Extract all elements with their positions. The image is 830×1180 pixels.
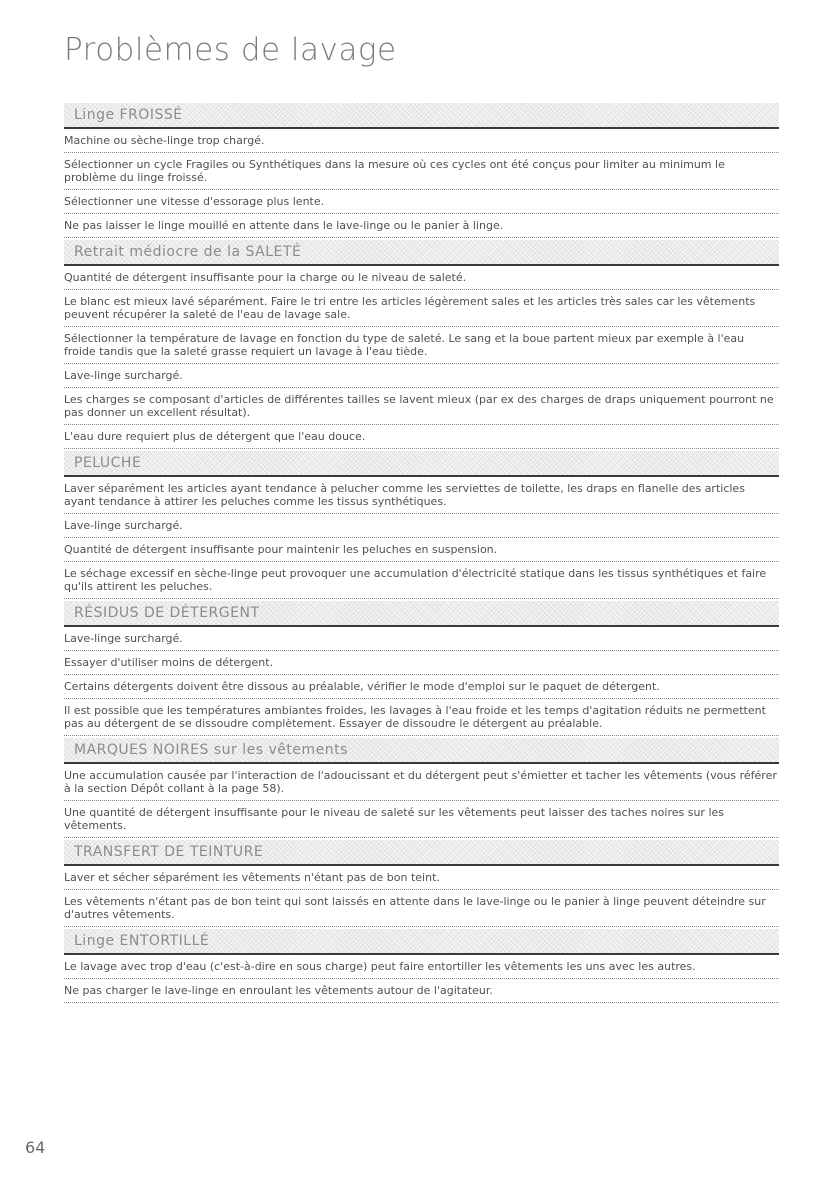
section-retrait-salete bbox=[64, 240, 779, 449]
list-item: Laver et sécher séparément les vêtements n'étant pas de bon teint. bbox=[64, 868, 779, 890]
list-item: Sélectionner la température de lavage en fonction du type de saleté. Le sang et la boue partent mieux par exemple à l'eau froide tandis que la saleté grasse requiert un lavage à l'eau tiède. bbox=[64, 329, 779, 364]
section-title: MARQUES NOIRES sur les vêtements bbox=[74, 742, 348, 758]
list-item: Il est possible que les températures ambiantes froides, les lavages à l'eau froide et les temps d'agitation réduits ne permettent pas au détergent de se dissoudre complètement. Essayer de dissoudre le détergent au préalable. bbox=[64, 701, 779, 736]
page-title: Problèmes de lavage bbox=[64, 32, 397, 68]
section-title: PELUCHE bbox=[74, 455, 142, 471]
section-header bbox=[64, 929, 779, 955]
section-transfert-teinture bbox=[64, 840, 779, 927]
section-peluche bbox=[64, 451, 779, 599]
list-item: Laver séparément les articles ayant tendance à pelucher comme les serviettes de toilette, les draps en flanelle des articles ayant tendance à attirer les peluches comme les tissus synthétiques. bbox=[64, 479, 779, 514]
section-title: Retrait médiocre de la SALETÉ bbox=[74, 244, 302, 260]
list-item: Sélectionner un cycle Fragiles ou Synthétiques dans la mesure où ces cycles ont été conçus pour limiter au minimum le problème du linge froissé. bbox=[64, 155, 779, 190]
list-item: Sélectionner une vitesse d'essorage plus lente. bbox=[64, 192, 779, 214]
list-item: Une accumulation causée par l'interaction de l'adoucissant et du détergent peut s'émietter et tacher les vêtements (vous référer à la section Dépôt collant à la page 58). bbox=[64, 766, 779, 801]
section-residus-detergent bbox=[64, 601, 779, 736]
list-item: Quantité de détergent insuffisante pour la charge ou le niveau de saleté. bbox=[64, 268, 779, 290]
list-item: Essayer d'utiliser moins de détergent. bbox=[64, 653, 779, 675]
list-item: Lave-linge surchargé. bbox=[64, 516, 779, 538]
section-header bbox=[64, 103, 779, 129]
section-linge-entortille bbox=[64, 929, 779, 1003]
list-item: Une quantité de détergent insuffisante pour le niveau de saleté sur les vêtements peut laisser des taches noires sur les vêtements. bbox=[64, 803, 779, 838]
section-header bbox=[64, 840, 779, 866]
section-title: TRANSFERT DE TEINTURE bbox=[74, 844, 264, 860]
section-header bbox=[64, 240, 779, 266]
list-item: Les charges se composant d'articles de différentes tailles se lavent mieux (par ex des charges de draps uniquement pourront ne pas donner un excellent résultat). bbox=[64, 390, 779, 425]
list-item: Lave-linge surchargé. bbox=[64, 629, 779, 651]
list-item: Certains détergents doivent être dissous au préalable, vérifier le mode d'emploi sur le paquet de détergent. bbox=[64, 677, 779, 699]
section-title: Linge FROISSÉ bbox=[74, 107, 183, 123]
section-title: Linge ENTORTILLÉ bbox=[74, 933, 210, 949]
list-item: Machine ou sèche-linge trop chargé. bbox=[64, 131, 779, 153]
list-item: Lave-linge surchargé. bbox=[64, 366, 779, 388]
section-title: RÉSIDUS DE DÉTERGENT bbox=[74, 605, 260, 621]
section-linge-froisse bbox=[64, 103, 779, 238]
list-item: Ne pas charger le lave-linge en enroulant les vêtements autour de l'agitateur. bbox=[64, 981, 779, 1003]
list-item: Le lavage avec trop d'eau (c'est-à-dire en sous charge) peut faire entortiller les vêtements les uns avec les autres. bbox=[64, 957, 779, 979]
list-item: Le séchage excessif en sèche-linge peut provoquer une accumulation d'électricité statique dans les tissus synthétiques et faire qu'ils attirent les peluches. bbox=[64, 564, 779, 599]
section-header bbox=[64, 601, 779, 627]
list-item: Le blanc est mieux lavé séparément. Faire le tri entre les articles légèrement sales et les articles très sales car les vêtements peuvent récupérer la saleté de l'eau de lavage sale. bbox=[64, 292, 779, 327]
list-item: L'eau dure requiert plus de détergent que l'eau douce. bbox=[64, 427, 779, 449]
page-number: 64 bbox=[25, 1138, 46, 1157]
list-item: Ne pas laisser le linge mouillé en attente dans le lave-linge ou le panier à linge. bbox=[64, 216, 779, 238]
list-item: Quantité de détergent insuffisante pour maintenir les peluches en suspension. bbox=[64, 540, 779, 562]
list-item: Les vêtements n'étant pas de bon teint qui sont laissés en attente dans le lave-linge ou le panier à linge peuvent déteindre sur d'autres vêtements. bbox=[64, 892, 779, 927]
troubleshooting-content bbox=[64, 103, 779, 1005]
section-header bbox=[64, 451, 779, 477]
section-marques-noires bbox=[64, 738, 779, 838]
section-header bbox=[64, 738, 779, 764]
